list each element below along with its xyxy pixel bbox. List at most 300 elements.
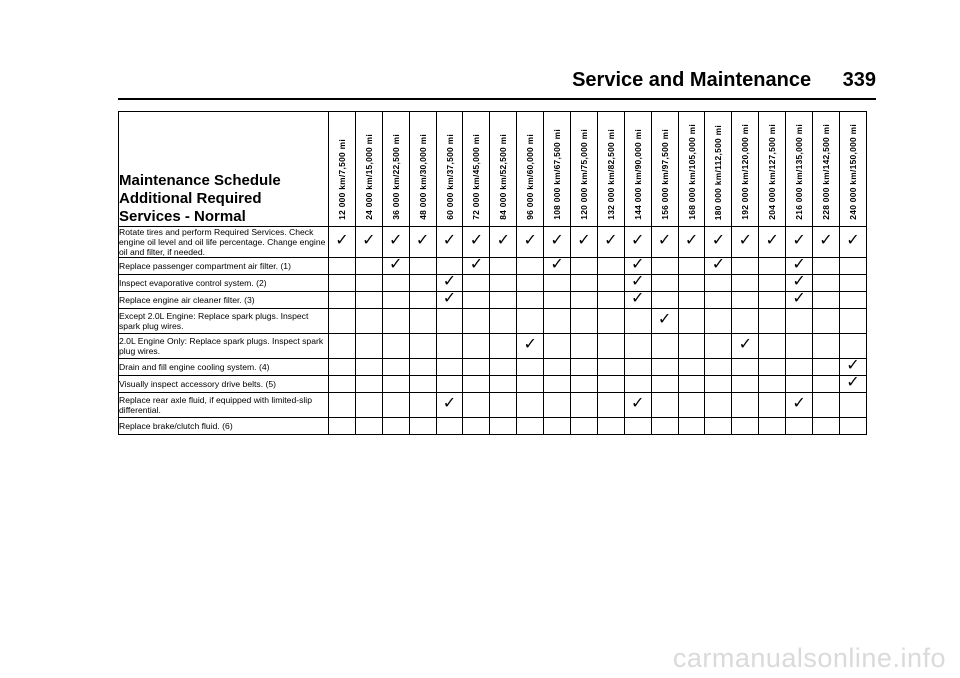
schedule-cell: [651, 334, 678, 359]
interval-label: 192 000 km/120,000 mi: [740, 124, 751, 220]
checkmark-icon: ✓: [604, 232, 618, 249]
schedule-cell: [624, 393, 651, 418]
schedule-cell: [409, 418, 436, 435]
checkmark-icon: ✓: [469, 256, 484, 273]
checkmark-icon: ✓: [631, 273, 645, 290]
schedule-cell: [732, 418, 759, 435]
interval-header: [329, 112, 356, 227]
table-row: [119, 309, 867, 334]
checkmark-icon: ✓: [442, 232, 457, 249]
checkmark-icon: ✓: [792, 290, 806, 307]
schedule-cell: [436, 258, 463, 275]
schedule-cell: [651, 258, 678, 275]
schedule-cell: [786, 258, 813, 275]
schedule-cell: [329, 359, 356, 376]
checkmark-icon: ✓: [631, 232, 645, 249]
service-description: Replace engine air cleaner filter. (3): [119, 292, 329, 309]
schedule-cell: [678, 258, 705, 275]
interval-header: [678, 112, 705, 227]
schedule-cell: [544, 418, 571, 435]
schedule-cell: [651, 227, 678, 258]
schedule-cell: [597, 227, 624, 258]
service-description: Drain and fill engine cooling system. (4): [119, 359, 329, 376]
schedule-cell: [409, 275, 436, 292]
checkmark-icon: ✓: [846, 357, 860, 374]
schedule-cell: [732, 359, 759, 376]
schedule-cell: [839, 376, 866, 393]
schedule-cell: [571, 258, 598, 275]
interval-label: 180 000 km/112,500 mi: [713, 124, 724, 220]
service-description: Replace brake/clutch fluid. (6): [119, 418, 329, 435]
schedule-cell: [517, 418, 544, 435]
schedule-cell: [624, 275, 651, 292]
schedule-cell: [813, 376, 840, 393]
schedule-cell: [678, 227, 705, 258]
schedule-cell: [759, 359, 786, 376]
schedule-cell: [329, 275, 356, 292]
schedule-cell: [705, 393, 732, 418]
schedule-cell: [813, 227, 840, 258]
schedule-cell: [571, 393, 598, 418]
schedule-cell: [436, 227, 463, 258]
table-row: [119, 275, 867, 292]
schedule-cell: [463, 227, 490, 258]
checkmark-icon: ✓: [792, 232, 806, 249]
schedule-cell: [463, 292, 490, 309]
schedule-cell: [705, 258, 732, 275]
page-header: [572, 69, 876, 92]
schedule-cell: [813, 292, 840, 309]
interval-label: 156 000 km/97,500 mi: [659, 129, 670, 220]
schedule-cell: [382, 334, 409, 359]
schedule-cell: [705, 275, 732, 292]
checkmark-icon: ✓: [631, 395, 645, 412]
schedule-cell: [409, 309, 436, 334]
schedule-cell: [436, 292, 463, 309]
interval-header: [732, 112, 759, 227]
schedule-cell: [759, 309, 786, 334]
schedule-cell: [759, 275, 786, 292]
schedule-cell: [678, 309, 705, 334]
interval-label: 132 000 km/82,500 mi: [605, 129, 616, 220]
schedule-cell: [705, 292, 732, 309]
schedule-cell: [382, 292, 409, 309]
table-title-line: Services - Normal: [119, 208, 246, 225]
interval-label: 168 000 km/105,000 mi: [686, 124, 697, 220]
schedule-cell: [705, 376, 732, 393]
checkmark-icon: ✓: [550, 232, 564, 249]
table-row: [119, 258, 867, 275]
schedule-cell: [571, 227, 598, 258]
schedule-cell: [839, 393, 866, 418]
interval-label: 48 000 km/30,000 mi: [417, 134, 428, 220]
interval-label: 108 000 km/67,500 mi: [552, 129, 563, 220]
table-row: [119, 292, 867, 309]
checkmark-icon: ✓: [577, 232, 591, 249]
schedule-cell: [490, 292, 517, 309]
schedule-cell: [597, 418, 624, 435]
schedule-cell: [732, 292, 759, 309]
schedule-cell: [329, 227, 356, 258]
schedule-cell: [517, 292, 544, 309]
schedule-cell: [732, 376, 759, 393]
schedule-cell: [490, 418, 517, 435]
schedule-cell: [490, 258, 517, 275]
table-title-line: Additional Required: [119, 190, 262, 207]
service-description: Rotate tires and perform Required Services. Check engine oil level and oil life percentage. Change engine oil and filter, if needed.: [119, 227, 329, 258]
schedule-cell: [409, 393, 436, 418]
schedule-cell: [839, 334, 866, 359]
checkmark-icon: ✓: [496, 232, 510, 249]
schedule-cell: [490, 309, 517, 334]
table-row: [119, 418, 867, 435]
schedule-cell: [409, 334, 436, 359]
checkmark-icon: ✓: [442, 273, 457, 290]
interval-header: [571, 112, 598, 227]
schedule-cell: [463, 393, 490, 418]
schedule-cell: [813, 393, 840, 418]
watermark: carmanualsonline.info: [672, 643, 946, 673]
schedule-cell: [382, 376, 409, 393]
interval-header: [786, 112, 813, 227]
schedule-cell: [544, 393, 571, 418]
interval-header: [813, 112, 840, 227]
schedule-cell: [678, 393, 705, 418]
schedule-cell: [786, 309, 813, 334]
schedule-cell: [409, 376, 436, 393]
schedule-cell: [786, 275, 813, 292]
schedule-cell: [355, 275, 382, 292]
checkmark-icon: ✓: [738, 232, 752, 249]
checkmark-icon: ✓: [792, 256, 806, 273]
schedule-cell: [490, 359, 517, 376]
checkmark-icon: ✓: [469, 232, 484, 249]
schedule-cell: [759, 418, 786, 435]
schedule-cell: [571, 292, 598, 309]
checkmark-icon: ✓: [442, 395, 457, 412]
schedule-cell: [544, 258, 571, 275]
interval-label: 24 000 km/15,000 mi: [363, 134, 374, 220]
page-number: 339: [842, 69, 876, 91]
maintenance-schedule-table: [118, 111, 867, 435]
interval-label: 60 000 km/37,500 mi: [444, 134, 455, 220]
schedule-cell: [651, 393, 678, 418]
interval-header: [839, 112, 866, 227]
schedule-cell: [705, 418, 732, 435]
schedule-cell: [544, 292, 571, 309]
schedule-cell: [355, 258, 382, 275]
schedule-cell: [329, 309, 356, 334]
schedule-cell: [705, 359, 732, 376]
table-row: [119, 376, 867, 393]
schedule-cell: [355, 418, 382, 435]
section-title: Service and Maintenance: [572, 69, 812, 91]
schedule-cell: [839, 258, 866, 275]
schedule-cell: [517, 309, 544, 334]
schedule-cell: [517, 393, 544, 418]
checkmark-icon: ✓: [442, 290, 457, 307]
schedule-cell: [463, 359, 490, 376]
checkmark-icon: ✓: [846, 374, 860, 391]
schedule-cell: [759, 292, 786, 309]
interval-label: 216 000 km/135,000 mi: [794, 124, 805, 220]
schedule-cell: [382, 418, 409, 435]
schedule-cell: [705, 227, 732, 258]
schedule-cell: [436, 309, 463, 334]
interval-label: 36 000 km/22,500 mi: [390, 134, 401, 220]
schedule-cell: [490, 227, 517, 258]
interval-label: 144 000 km/90,000 mi: [632, 129, 643, 220]
schedule-cell: [786, 227, 813, 258]
schedule-cell: [813, 334, 840, 359]
checkmark-icon: ✓: [389, 256, 403, 273]
table-row: [119, 359, 867, 376]
checkmark-icon: ✓: [550, 256, 564, 273]
schedule-cell: [409, 227, 436, 258]
interval-label: 204 000 km/127,500 mi: [767, 124, 778, 220]
schedule-cell: [597, 376, 624, 393]
checkmark-icon: ✓: [523, 336, 537, 353]
schedule-cell: [382, 309, 409, 334]
schedule-cell: [329, 418, 356, 435]
schedule-cell: [597, 334, 624, 359]
schedule-cell: [463, 258, 490, 275]
schedule-cell: [732, 275, 759, 292]
schedule-cell: [382, 227, 409, 258]
schedule-cell: [678, 376, 705, 393]
schedule-cell: [544, 227, 571, 258]
interval-label: 96 000 km/60,000 mi: [525, 134, 536, 220]
interval-label: 84 000 km/52,500 mi: [498, 134, 509, 220]
schedule-cell: [786, 334, 813, 359]
schedule-cell: [329, 334, 356, 359]
checkmark-icon: ✓: [415, 232, 430, 249]
schedule-cell: [839, 359, 866, 376]
checkmark-icon: ✓: [335, 232, 349, 249]
schedule-cell: [624, 227, 651, 258]
schedule-cell: [436, 418, 463, 435]
checkmark-icon: ✓: [389, 232, 403, 249]
schedule-cell: [490, 376, 517, 393]
schedule-cell: [382, 258, 409, 275]
schedule-cell: [355, 359, 382, 376]
table-row: [119, 334, 867, 359]
schedule-cell: [436, 376, 463, 393]
schedule-cell: [517, 359, 544, 376]
checkmark-icon: ✓: [819, 232, 833, 249]
interval-header: [382, 112, 409, 227]
schedule-cell: [597, 258, 624, 275]
schedule-cell: [329, 292, 356, 309]
schedule-cell: [759, 393, 786, 418]
schedule-cell: [382, 359, 409, 376]
checkmark-icon: ✓: [523, 232, 537, 249]
schedule-cell: [436, 359, 463, 376]
schedule-cell: [571, 275, 598, 292]
schedule-cell: [544, 275, 571, 292]
interval-header: [463, 112, 490, 227]
table-title-line: Maintenance Schedule: [119, 172, 281, 189]
checkmark-icon: ✓: [657, 232, 672, 249]
schedule-cell: [839, 418, 866, 435]
schedule-cell: [759, 227, 786, 258]
schedule-cell: [544, 359, 571, 376]
schedule-cell: [571, 309, 598, 334]
schedule-cell: [544, 376, 571, 393]
schedule-cell: [436, 334, 463, 359]
schedule-cell: [839, 292, 866, 309]
interval-header: [705, 112, 732, 227]
schedule-cell: [597, 275, 624, 292]
service-description: Visually inspect accessory drive belts. (5): [119, 376, 329, 393]
schedule-cell: [839, 309, 866, 334]
schedule-cell: [678, 359, 705, 376]
schedule-cell: [624, 292, 651, 309]
schedule-cell: [463, 309, 490, 334]
schedule-cell: [329, 258, 356, 275]
checkmark-icon: ✓: [792, 273, 806, 290]
interval-label: 228 000 km/142,500 mi: [820, 124, 831, 220]
schedule-cell: [759, 376, 786, 393]
header-rule: [118, 98, 876, 100]
service-description: Inspect evaporative control system. (2): [119, 275, 329, 292]
table-title: [119, 112, 329, 227]
schedule-cell: [409, 258, 436, 275]
schedule-cell: [517, 258, 544, 275]
schedule-cell: [786, 393, 813, 418]
schedule-cell: [571, 334, 598, 359]
table-header-row: [119, 112, 867, 227]
schedule-cell: [786, 376, 813, 393]
schedule-cell: [463, 334, 490, 359]
schedule-cell: [651, 376, 678, 393]
checkmark-icon: ✓: [765, 232, 779, 249]
schedule-cell: [651, 359, 678, 376]
schedule-cell: [517, 227, 544, 258]
schedule-cell: [517, 334, 544, 359]
schedule-cell: [624, 309, 651, 334]
schedule-cell: [544, 309, 571, 334]
schedule-cell: [759, 258, 786, 275]
schedule-cell: [490, 334, 517, 359]
interval-header: [597, 112, 624, 227]
interval-label: 120 000 km/75,000 mi: [578, 129, 589, 220]
interval-header: [624, 112, 651, 227]
schedule-cell: [517, 376, 544, 393]
schedule-cell: [329, 376, 356, 393]
schedule-cell: [597, 309, 624, 334]
schedule-cell: [463, 418, 490, 435]
schedule-cell: [597, 393, 624, 418]
schedule-cell: [839, 227, 866, 258]
schedule-cell: [409, 292, 436, 309]
schedule-cell: [436, 275, 463, 292]
schedule-cell: [651, 275, 678, 292]
schedule-cell: [732, 393, 759, 418]
table-row: [119, 393, 867, 418]
schedule-cell: [490, 393, 517, 418]
schedule-cell: [678, 418, 705, 435]
schedule-cell: [813, 418, 840, 435]
interval-header: [409, 112, 436, 227]
schedule-cell: [786, 418, 813, 435]
schedule-cell: [355, 393, 382, 418]
schedule-cell: [705, 309, 732, 334]
schedule-cell: [355, 309, 382, 334]
interval-label: 12 000 km/7,500 mi: [336, 139, 347, 220]
schedule-cell: [517, 275, 544, 292]
schedule-cell: [813, 258, 840, 275]
service-description: Replace rear axle fluid, if equipped with limited-slip differential.: [119, 393, 329, 418]
schedule-cell: [571, 359, 598, 376]
schedule-cell: [624, 376, 651, 393]
checkmark-icon: ✓: [792, 395, 806, 412]
schedule-cell: [382, 275, 409, 292]
schedule-cell: [463, 376, 490, 393]
checkmark-icon: ✓: [846, 232, 860, 249]
service-description: 2.0L Engine Only: Replace spark plugs. Inspect spark plug wires.: [119, 334, 329, 359]
checkmark-icon: ✓: [631, 256, 645, 273]
service-description: Replace passenger compartment air filter. (1): [119, 258, 329, 275]
schedule-cell: [544, 334, 571, 359]
interval-header: [490, 112, 517, 227]
schedule-cell: [839, 275, 866, 292]
schedule-cell: [490, 275, 517, 292]
interval-header: [544, 112, 571, 227]
schedule-cell: [732, 309, 759, 334]
schedule-cell: [732, 258, 759, 275]
schedule-cell: [813, 275, 840, 292]
checkmark-icon: ✓: [738, 336, 752, 353]
checkmark-icon: ✓: [711, 232, 726, 249]
schedule-cell: [705, 334, 732, 359]
interval-header: [436, 112, 463, 227]
schedule-cell: [571, 376, 598, 393]
checkmark-icon: ✓: [657, 311, 672, 328]
checkmark-icon: ✓: [684, 232, 699, 249]
schedule-cell: [651, 309, 678, 334]
schedule-cell: [355, 292, 382, 309]
schedule-cell: [436, 393, 463, 418]
schedule-cell: [382, 393, 409, 418]
schedule-cell: [813, 309, 840, 334]
interval-label: 240 000 km/150,000 mi: [847, 124, 858, 220]
checkmark-icon: ✓: [711, 256, 726, 273]
schedule-cell: [678, 292, 705, 309]
schedule-cell: [571, 418, 598, 435]
schedule-cell: [624, 418, 651, 435]
schedule-cell: [624, 258, 651, 275]
schedule-cell: [624, 359, 651, 376]
schedule-cell: [759, 334, 786, 359]
schedule-cell: [597, 292, 624, 309]
interval-label: 72 000 km/45,000 mi: [471, 134, 482, 220]
schedule-cell: [355, 227, 382, 258]
service-description: Except 2.0L Engine: Replace spark plugs. Inspect spark plug wires.: [119, 309, 329, 334]
interval-header: [355, 112, 382, 227]
interval-header: [759, 112, 786, 227]
schedule-cell: [786, 359, 813, 376]
schedule-cell: [355, 376, 382, 393]
schedule-cell: [732, 227, 759, 258]
schedule-cell: [597, 359, 624, 376]
interval-header: [517, 112, 544, 227]
schedule-cell: [678, 275, 705, 292]
schedule-cell: [732, 334, 759, 359]
schedule-cell: [409, 359, 436, 376]
schedule-cell: [355, 334, 382, 359]
schedule-cell: [329, 393, 356, 418]
